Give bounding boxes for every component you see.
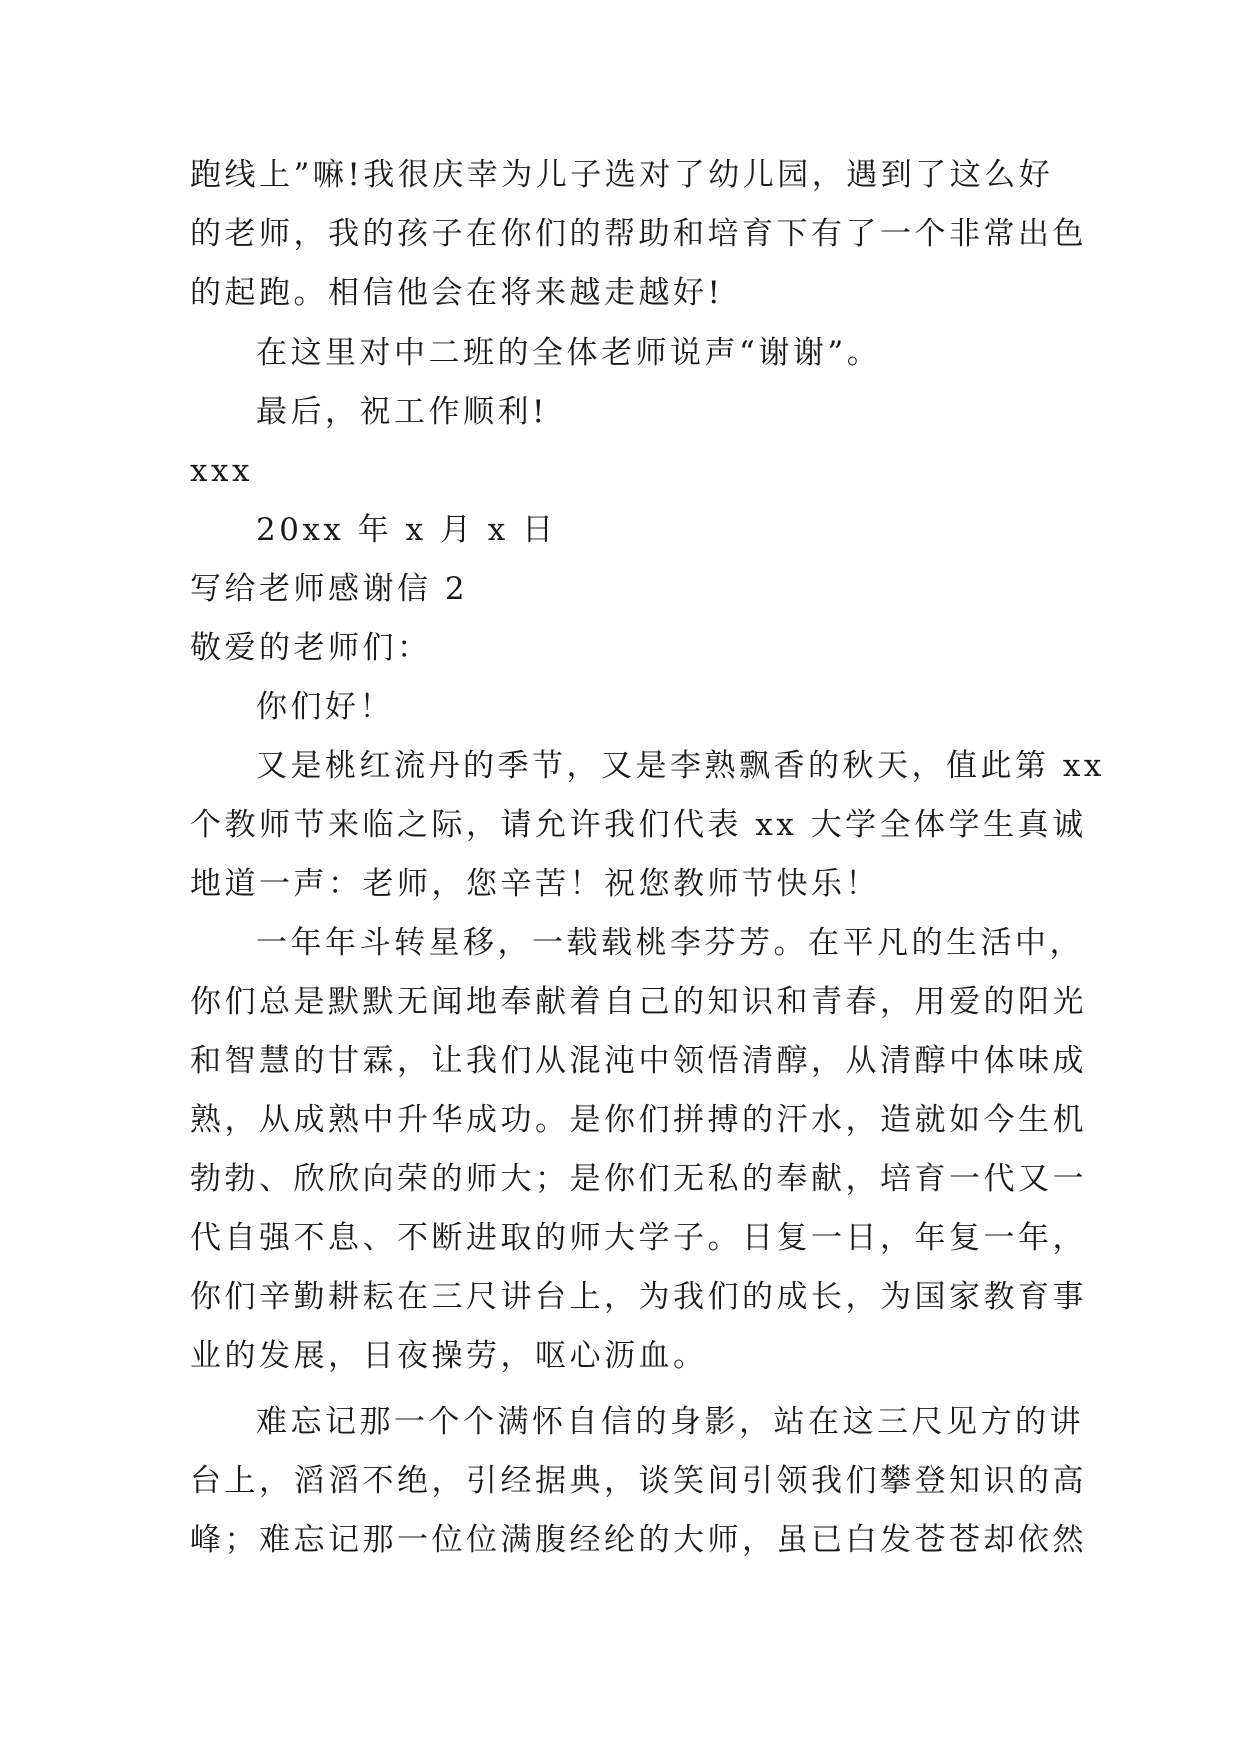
text-line: 你们辛勤耕耘在三尺讲台上，为我们的成长，为国家教育事 [190, 1279, 1087, 1315]
text-line: 你们总是默默无闻地奉献着自己的知识和青春，用爱的阳光 [190, 984, 1087, 1020]
text-line: 峰；难忘记那一位位满腹经纶的大师，虽已白发苍苍却依然 [190, 1522, 1087, 1558]
text-line: 的起跑。相信他会在将来越走越好! [190, 275, 724, 311]
text-line: 台上，滔滔不绝，引经据典，谈笑间引领我们攀登知识的高 [190, 1463, 1087, 1499]
section-title: 写给老师感谢信 2 [190, 571, 469, 607]
text-line: 跑线上”嘛!我很庆幸为儿子选对了幼儿园，遇到了这么好 [190, 157, 1054, 193]
text-line: 熟，从成熟中升华成功。是你们拼搏的汗水，造就如今生机 [190, 1102, 1087, 1138]
text-line: 在这里对中二班的全体老师说声“谢谢”。 [256, 335, 882, 371]
text-line: 难忘记那一个个满怀自信的身影，站在这三尺见方的讲 [256, 1404, 1084, 1440]
text-line: 和智慧的甘霖，让我们从混沌中领悟清醇，从清醇中体味成 [190, 1043, 1087, 1079]
text-line: 最后，祝工作顺利! [256, 394, 548, 430]
text-line: 地道一声：老师，您辛苦！祝您教师节快乐！ [190, 866, 880, 902]
text-line: 个教师节来临之际，请允许我们代表 xx 大学全体学生真诚 [190, 807, 1087, 843]
salutation: 敬爱的老师们： [190, 630, 432, 666]
text-line: 业的发展，日夜操劳，呕心沥血。 [190, 1338, 708, 1374]
signature: xxx [190, 453, 253, 489]
text-line: 一年年斗转星移，一载载桃李芬芳。在平凡的生活中， [256, 925, 1084, 961]
greeting: 你们好！ [256, 689, 394, 725]
text-line: 勃勃、欣欣向荣的师大；是你们无私的奉献，培育一代又一 [190, 1161, 1087, 1197]
date-line: 20xx 年 x 月 x 日 [256, 512, 557, 548]
text-line: 代自强不息、不断进取的师大学子。日复一日，年复一年， [190, 1220, 1087, 1256]
text-line: 的老师，我的孩子在你们的帮助和培育下有了一个非常出色 [190, 216, 1087, 252]
text-line: 又是桃红流丹的季节，又是李熟飘香的秋天，值此第 xx [256, 748, 1105, 784]
